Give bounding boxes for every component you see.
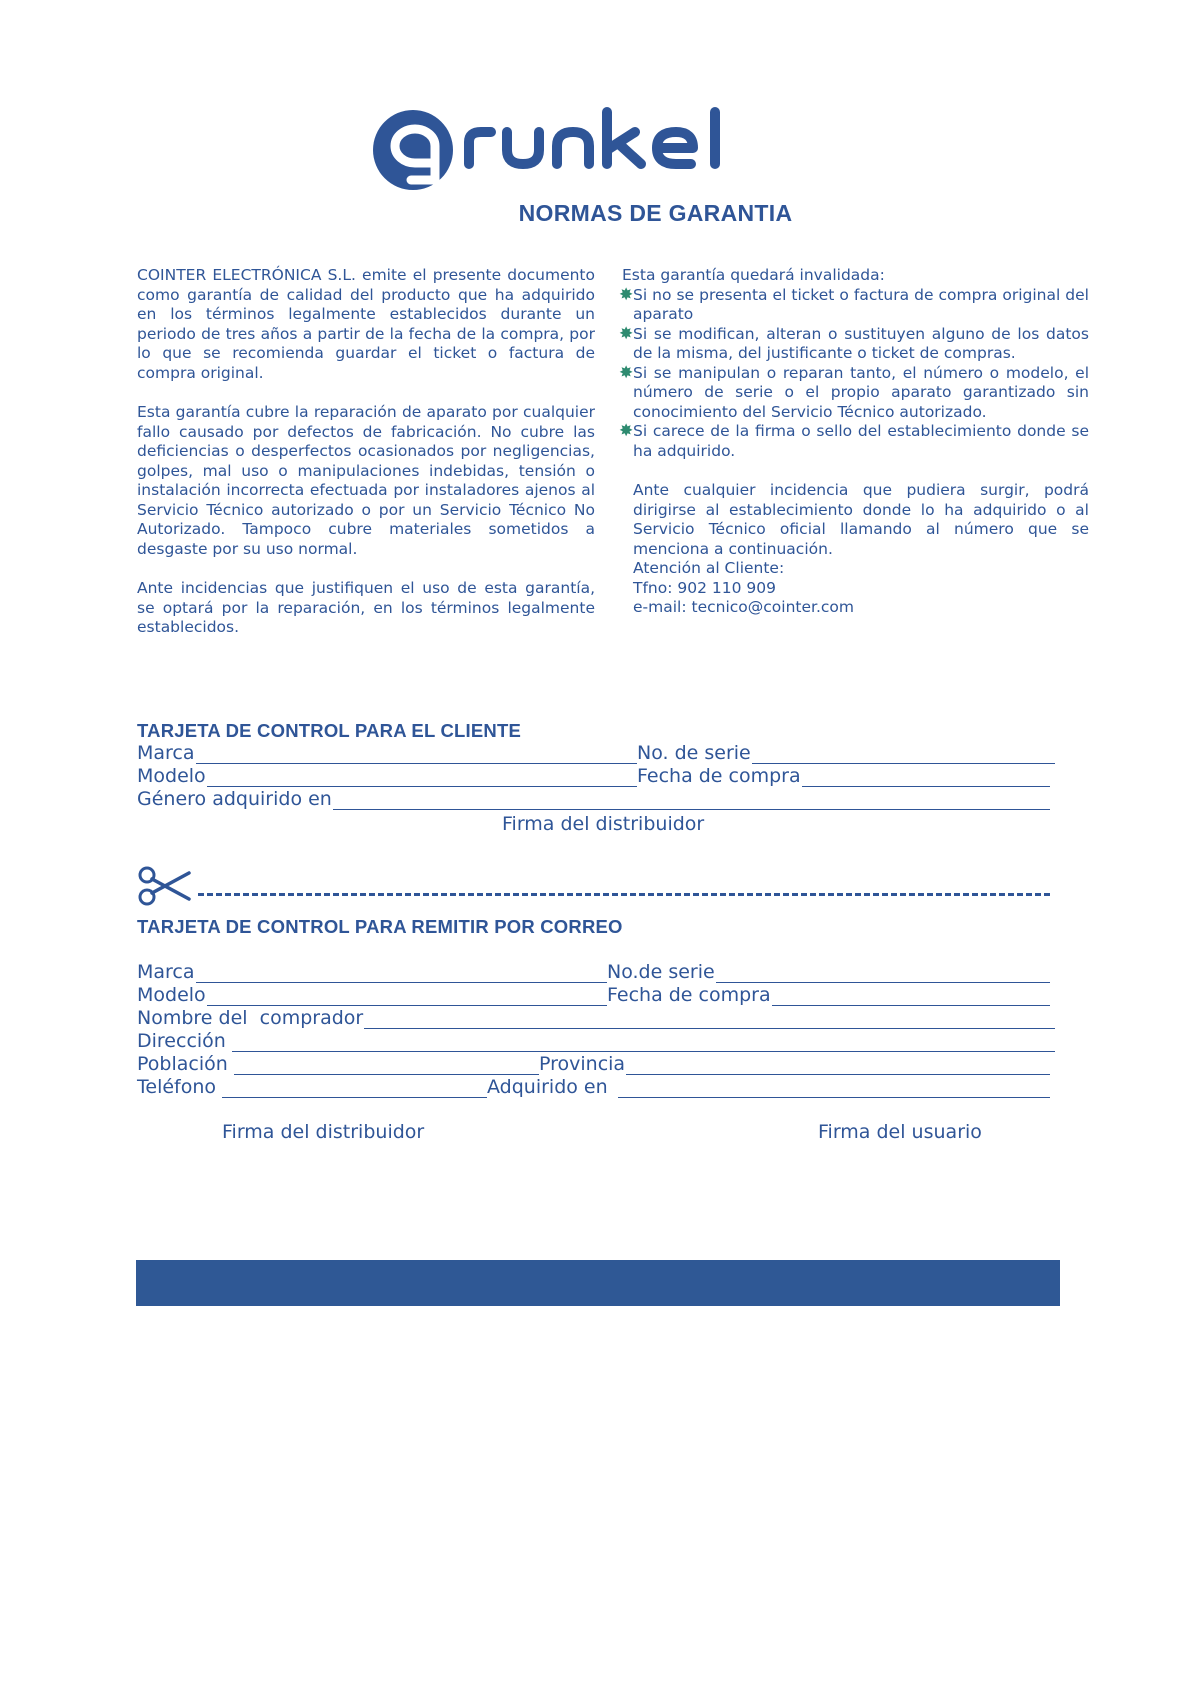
mail-model-field[interactable]: Modelo bbox=[137, 984, 607, 1006]
field-line bbox=[626, 1057, 1050, 1075]
mail-address-field[interactable]: Dirección bbox=[137, 1030, 1055, 1052]
star-bullet-icon: ✸ bbox=[619, 284, 634, 305]
customer-purchase-date-field[interactable]: Fecha de compra bbox=[637, 765, 1050, 787]
list-item: ✸ Si no se presenta el ticket o factura de compra original del aparato bbox=[619, 284, 1089, 323]
field-line bbox=[716, 965, 1050, 983]
mail-buyer-name-field[interactable]: Nombre del comprador bbox=[137, 1007, 1055, 1029]
customer-serial-field[interactable]: No. de serie bbox=[637, 742, 1055, 764]
mail-purchase-date-field[interactable]: Fecha de compra bbox=[607, 984, 1050, 1006]
paragraph-coverage: Esta garantía cubre la reparación de aparato por cualquier fallo causado por defectos de fabricación. No cubre las deficiencias o desperfectos ocasionados por negligencias, golpes, mal uso o manipulaciones indebidas, tensión o instalación incorrecta efectuada por instaladores ajenos al Servicio Técnico autorizado o por un Servicio Técnico No Autorizado. Tampoco cubre materiales sometidos a desgaste por su uso normal. bbox=[137, 403, 595, 558]
customer-distributor-signature[interactable]: Firma del distribuidor bbox=[502, 813, 705, 835]
field-line bbox=[802, 769, 1050, 787]
customer-card-title: TARJETA DE CONTROL PARA EL CLIENTE bbox=[137, 720, 522, 741]
customer-brand-field[interactable]: Marca bbox=[137, 742, 637, 764]
contact-email: e-mail: tecnico@cointer.com bbox=[633, 598, 854, 616]
footer-bar bbox=[136, 1260, 1060, 1306]
cut-dashed-line bbox=[198, 893, 1050, 896]
list-item: ✸ Si se manipulan o reparan tanto, el número o modelo, el número de serie o el propio aparato garantizado sin conocimiento del Servicio Técnico autorizado. bbox=[619, 362, 1089, 421]
contact-block bbox=[622, 481, 1089, 618]
phone-number: Tfno: 902 110 909 bbox=[633, 578, 776, 597]
mail-user-signature[interactable]: Firma del usuario bbox=[818, 1121, 982, 1143]
list-item: ✸ Si carece de la firma o sello del establecimiento donde se ha adquirido. bbox=[619, 421, 1089, 460]
warranty-terms-column bbox=[137, 266, 595, 658]
field-line bbox=[752, 746, 1055, 764]
list-item: ✸ Si se modifican, alteran o sustituyen alguno de los datos de la misma, del justificante o ticket de compras. bbox=[619, 323, 1089, 362]
mail-phone-field[interactable]: Teléfono bbox=[137, 1076, 487, 1098]
warranty-invalidation-column bbox=[619, 266, 1089, 618]
field-line bbox=[364, 1011, 1055, 1029]
star-bullet-icon: ✸ bbox=[619, 362, 634, 383]
field-line bbox=[207, 769, 637, 787]
field-line bbox=[207, 988, 607, 1006]
grunkel-logo bbox=[369, 106, 749, 196]
invalidation-list bbox=[619, 284, 1089, 462]
field-line bbox=[772, 988, 1050, 1006]
star-bullet-icon: ✸ bbox=[619, 421, 634, 441]
mail-town-field[interactable]: Población bbox=[137, 1053, 539, 1075]
contact-paragraph: Ante cualquier incidencia que pudiera surgir, podrá dirigirse al establecimiento donde lo ha adquirido o al Servicio Técnico oficial llamando al número que se menciona a continuación. bbox=[633, 481, 1089, 558]
mail-acquired-at-field[interactable]: Adquirido en bbox=[487, 1076, 1050, 1098]
mail-serial-field[interactable]: No.de serie bbox=[607, 961, 1050, 983]
field-line bbox=[232, 1034, 1055, 1052]
invalidation-intro: Esta garantía quedará invalidada: bbox=[622, 266, 885, 284]
document-title: NORMAS DE GARANTIA bbox=[518, 200, 793, 226]
customer-model-field[interactable]: Modelo bbox=[137, 765, 637, 787]
paragraph-issuer: COINTER ELECTRÓNICA S.L. emite el presente documento como garantía de calidad del producto que ha adquirido en los términos legalmente establecidos durante un periodo de tres años a partir de la fecha de la compra, por lo que se recomienda guardar el ticket o factura de compra original. bbox=[137, 266, 595, 382]
field-line bbox=[196, 965, 607, 983]
star-bullet-icon: ✸ bbox=[619, 323, 634, 344]
field-line bbox=[234, 1057, 539, 1075]
field-line bbox=[618, 1080, 1050, 1098]
customer-acquired-at-field[interactable]: Género adquirido en bbox=[137, 788, 1050, 810]
field-line bbox=[222, 1080, 487, 1098]
paragraph-incidents: Ante incidencias que justifiquen el uso de esta garantía, se optará por la reparación, en los términos legalmente establecidos. bbox=[137, 579, 595, 636]
customer-service-label: Atención al Cliente: bbox=[633, 559, 785, 577]
mail-brand-field[interactable]: Marca bbox=[137, 961, 607, 983]
field-line bbox=[333, 792, 1050, 810]
mail-province-field[interactable]: Provincia bbox=[539, 1053, 1050, 1075]
field-line bbox=[196, 746, 637, 764]
mail-distributor-signature[interactable]: Firma del distribuidor bbox=[222, 1121, 425, 1143]
mail-card-title: TARJETA DE CONTROL PARA REMITIR POR CORREO bbox=[137, 916, 623, 937]
scissors-icon bbox=[137, 866, 191, 906]
